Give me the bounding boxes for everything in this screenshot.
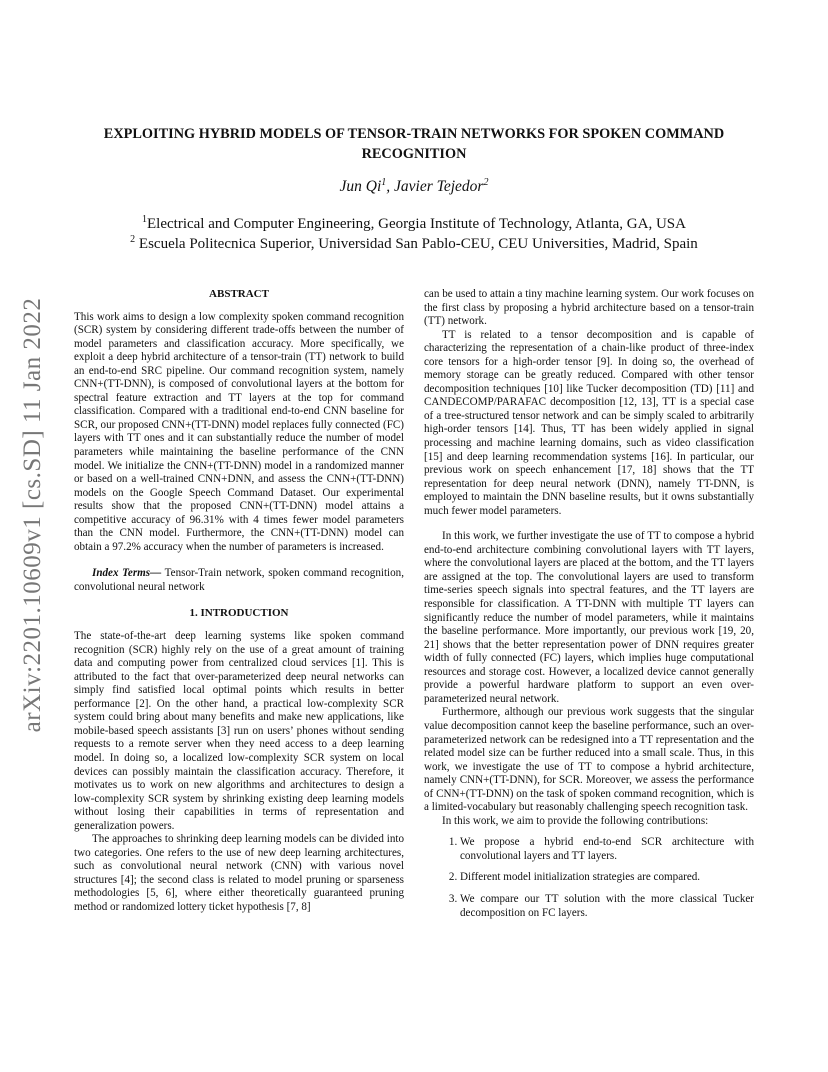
author-1-sup: 1	[381, 176, 387, 188]
author-2: Javier Tejedor	[394, 178, 484, 195]
list-item: 1. We propose a hybrid end-to-end SCR architecture with convolutional layers and TT layers.	[460, 836, 754, 863]
list-item: 2. Different model initialization strategies are compared.	[460, 871, 754, 885]
right-paragraph-0: can be used to attain a tiny machine learning system. Our work focuses on the first class by proposing a hybrid architecture based on a tensor-train (TT) network.	[424, 288, 754, 328]
aff1-sup: 1	[142, 214, 148, 225]
aff1-text: Electrical and Computer Engineering, Georgia Institute of Technology, Atlanta, GA, USA	[147, 216, 686, 232]
left-column	[74, 288, 404, 915]
aff2-text: Escuela Politecnica Superior, Universidad San Pablo-CEU, CEU Universities, Madrid, Spain	[135, 236, 698, 252]
authors	[60, 178, 768, 196]
right-paragraph-3: Furthermore, although our previous work suggests that the singular value decomposition cannot keep the baseline performance, such an over-parameterized network can be redesigned into a TT representation and the related model size can be further reduced into a small scale. Thus, in this work, we investigate the use of TT to compose a hybrid architecture, namely CNN+(TT-DNN), for SCR. Moreover, we assess the performance of CNN+(TT-DNN) on the task of spoken command recognition, which is a limited-vocabulary but reasonably challenging speech recognition task.	[424, 706, 754, 814]
author-1: Jun Qi	[339, 178, 382, 195]
author-sep: ,	[386, 178, 395, 195]
abstract-heading: ABSTRACT	[209, 288, 269, 300]
intro-heading: 1. INTRODUCTION	[189, 607, 289, 620]
right-paragraph-2: In this work, we further investigate the use of TT to compose a hybrid end-to-end architecture combining convolutional layers with TT layers, where the convolutional layers are placed at the bottom, and the TT layers are assigned at the top. The convolutional layers are used to transform time-series speech signals into spectral features, and the TT layers are responsible for classification. A TT-DNN with multiple TT layers can significantly reduce the number of model parameters, while it maintains the baseline performance. More importantly, our previous work [19, 20, 21] shows that the better representation power of DNN requires greater width of fully connected (FC) layers, which implies huge computational resources and storage cost. However, a localized device cannot generally provide a powerful hardware platform to support an even over-parameterized neural network.	[424, 530, 754, 705]
affiliation-2	[60, 236, 768, 253]
author-2-sup: 2	[483, 176, 489, 188]
intro-paragraph-2: The approaches to shrinking deep learning models can be divided into two categories. One refers to the use of new deep learning architectures, such as convolutional neural network (CNN) with various novel structures [4]; the second class is related to model pruning or sparseness methodologies [5, 6], where either theoretically guaranteed pruning method or randomized lottery ticket hypothesis [7, 8]	[74, 833, 404, 913]
index-terms-label: Index Terms—	[92, 567, 162, 580]
intro-paragraph-1: The state-of-the-art deep learning systems like spoken command recognition (SCR) highly rely on the use of a great amount of training data and computing power from centralized cloud services [1]. This is attributed to the fact that over-parameterized deep neural networks can simply find satisfied local optimal points which results in better performance [2]. On the other hand, a practical low-complexity SCR system could bring about many benefits and make new applications, like mobile-based speech assistants [3] run on users’ phones without sending requests to a remote server when they need access to a deep learning model. In doing so, a localized low-complexity SCR system on local devices can possibly maintain the classification accuracy. Therefore, it motivates us to work on new algorithms and architectures to design a low-complexity SCR system by shrinking existing deep learning models without losing their capabilities in terms of representation and generalization powers.	[74, 630, 404, 832]
index-terms-text: Tensor-Train network, spoken command recognition, convolutional neural network	[74, 567, 404, 593]
arxiv-identifier	[10, 290, 56, 740]
index-terms	[74, 567, 404, 594]
affiliation-1	[60, 216, 768, 233]
list-item: 3. We compare our TT solution with the more classical Tucker decomposition on FC layers.	[460, 893, 754, 920]
arxiv-id-text: arXiv:2201.10609v1 [cs.SD] 11 Jan 2022	[19, 297, 46, 733]
right-paragraph-4: In this work, we aim to provide the following contributions:	[442, 814, 709, 827]
aff2-sup: 2	[130, 234, 136, 245]
contributions-list	[424, 836, 754, 920]
paper-title: EXPLOITING HYBRID MODELS OF TENSOR-TRAIN NETWORKS FOR SPOKEN COMMAND RECOGNITION	[103, 126, 725, 162]
abstract-text: This work aims to design a low complexity spoken command recognition (SCR) system by considering different trade-offs between the number of model parameters and classification accuracy. More specifically, we exploit a deep hybrid architecture of a tensor-train (TT) network to build an end-to-end SRC pipeline. Our command recognition system, namely CNN+(TT-DNN), is composed of convolutional layers at the bottom for spectral feature extraction and TT layers at the top for command classification. Compared with a traditional end-to-end CNN baseline for SCR, our proposed CNN+(TT-DNN) model replaces fully connected (FC) layers with TT ones and it can substantially reduce the number of model parameters while maintaining the baseline performance of the CNN model. We initialize the CNN+(TT-DNN) model in a randomized manner or based on a well-trained CNN+DNN, and assess the CNN+(TT-DNN) models on the Google Speech Command Dataset. Our experimental results show that the proposed CNN+(TT-DNN) model attains a competitive accuracy of 96.31% with 4 times fewer model parameters than the CNN model. Furthermore, the CNN+(TT-DNN) model can obtain a 97.2% accuracy when the number of parameters is increased.	[74, 310, 404, 553]
right-paragraph-1: TT is related to a tensor decomposition and is capable of characterizing the representation of a chain-like product of three-index core tensors for a high-order tensor [9]. In doing so, the overhead of memory storage can be greatly reduced. Compared with other tensor decomposition techniques [10] like Tucker decomposition (TD) [11] and CANDECOMP/PARAFAC decomposition [12, 13], TT is a special case of a tree-structured tensor network and can be simply scaled to arbitrarily high-order tensors [14]. Thus, TT has been widely applied in signal processing and machine learning domains, such as video classification [15] and deep learning recommendation systems [16]. In particular, our previous work on speech enhancement [17, 18] shows that the TT representation for deep neural network (DNN), namely TT-DNN, is employed to maintain the DNN baseline results, but it owns substantially much fewer model parameters.	[424, 328, 754, 517]
right-column	[424, 288, 754, 928]
